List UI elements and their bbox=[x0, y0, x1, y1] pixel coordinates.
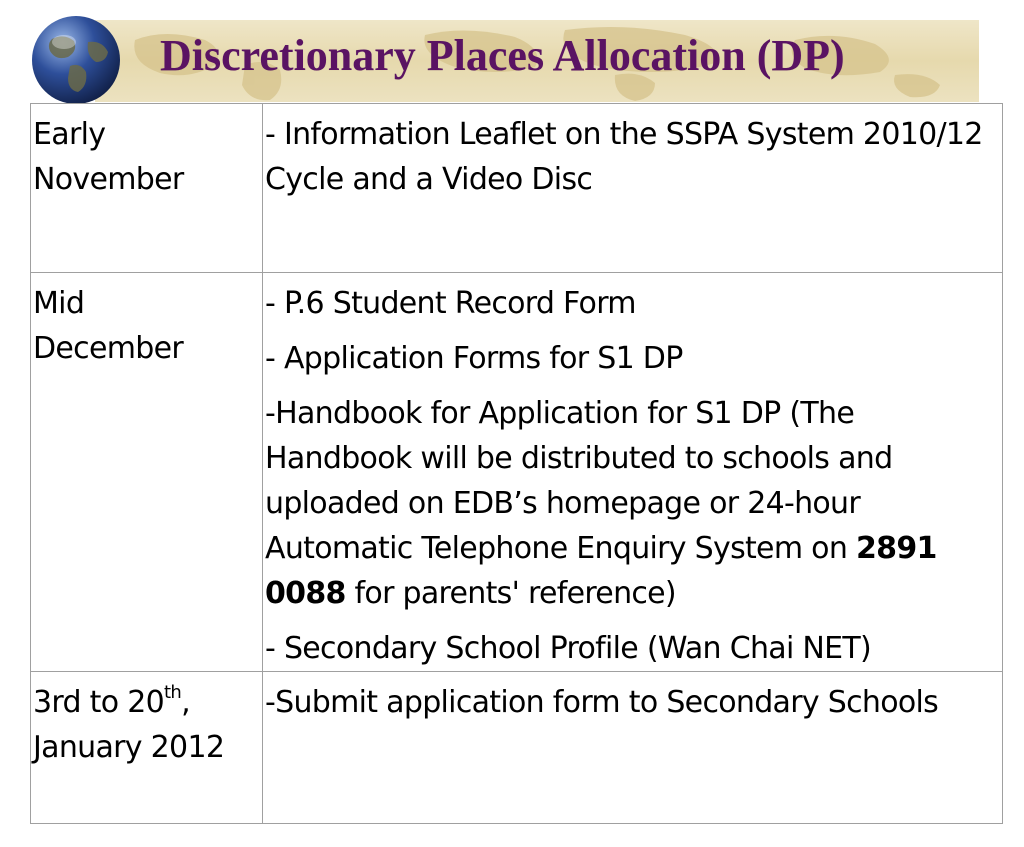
list-item: - P.6 Student Record Form bbox=[265, 286, 636, 321]
table-row bbox=[31, 672, 1003, 824]
table-row bbox=[31, 273, 1003, 672]
description-cell bbox=[263, 104, 1003, 273]
date-cell bbox=[31, 672, 263, 824]
date-text: 3rd to 20th, January 2012 bbox=[33, 682, 225, 765]
date-cell bbox=[31, 104, 263, 273]
list-item-handbook: -Handbook for Application for S1 DP (The Handbook will be distributed to schools and uploaded on EDB’s homepage or 24-hour Automatic Telephone Enquiry System on 2891 0088 for parents' reference) bbox=[265, 396, 937, 611]
page-title: Discretionary Places Allocation (DP) bbox=[160, 31, 845, 80]
date-cell bbox=[31, 273, 263, 672]
schedule-table bbox=[30, 103, 1003, 824]
description-cell bbox=[263, 672, 1003, 824]
globe-icon bbox=[30, 14, 122, 106]
description-cell bbox=[263, 273, 1003, 672]
date-text: Early November bbox=[33, 117, 184, 197]
list-item: -Submit application form to Secondary Schools bbox=[265, 685, 939, 720]
list-item: - Information Leaflet on the SSPA System 2010/12 Cycle and a Video Disc bbox=[265, 117, 983, 197]
phone-number: 2891 0088 bbox=[265, 531, 937, 611]
list-item: - Application Forms for S1 DP bbox=[265, 341, 683, 376]
table-row bbox=[31, 104, 1003, 273]
list-item: - Secondary School Profile (Wan Chai NET) bbox=[265, 631, 872, 666]
date-text: Mid December bbox=[33, 286, 183, 366]
